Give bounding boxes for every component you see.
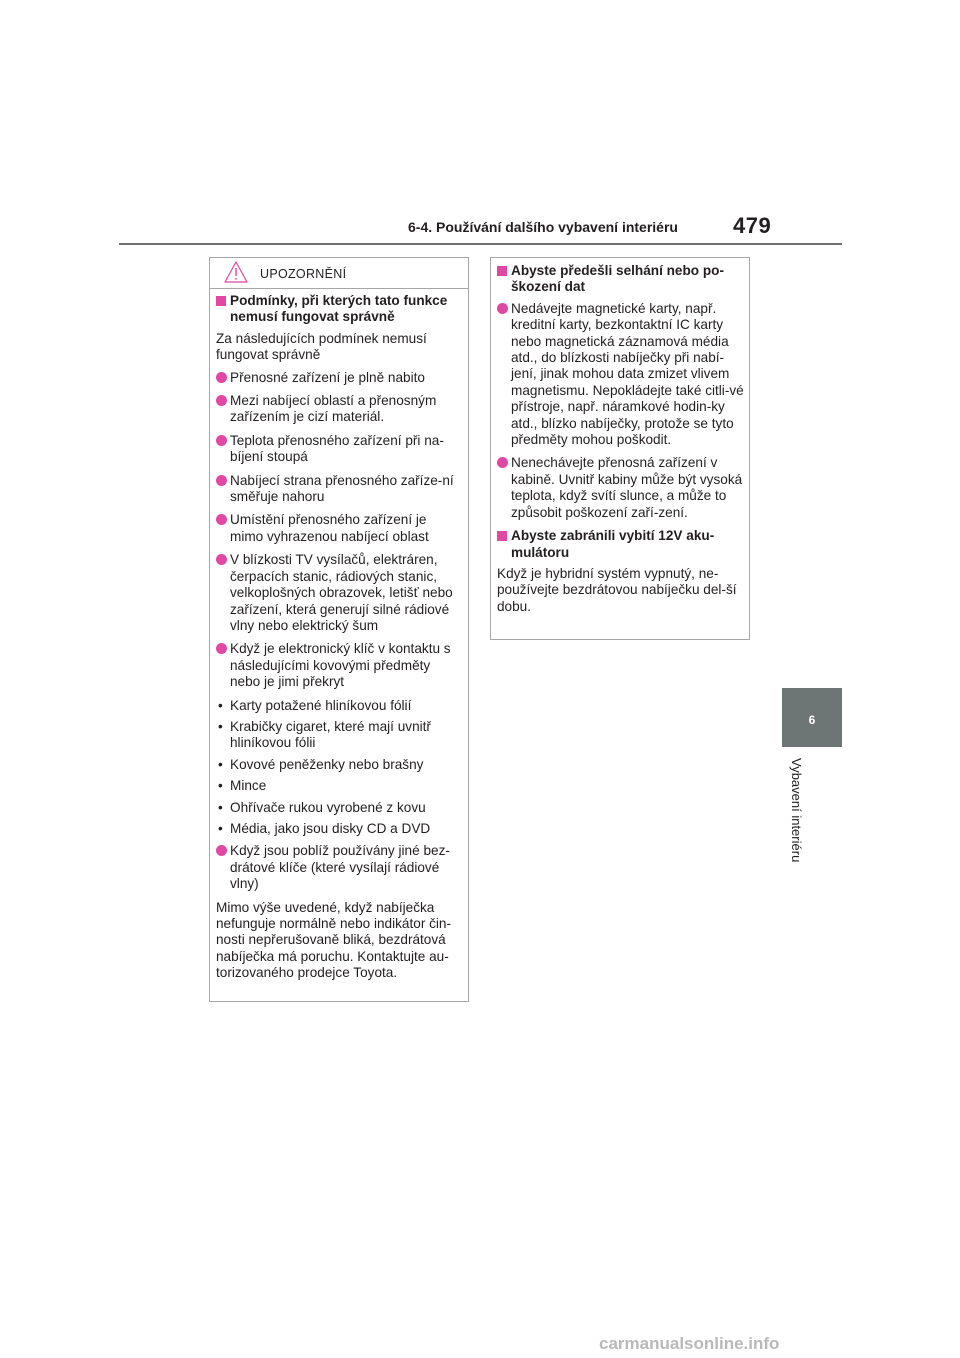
bullet-item	[216, 473, 463, 506]
sub-item	[216, 698, 463, 714]
bullet-dot-icon	[216, 514, 227, 525]
section-square-icon	[497, 266, 507, 276]
page-header-title: 6-4. Používání dalšího vybavení interiéru	[408, 219, 678, 235]
bullet-item	[216, 552, 463, 634]
section-paragraph: Když je hybridní systém vypnutý, ne-používejte bezdrátovou nabíječku del-ší dobu.	[497, 565, 737, 614]
bullet-text: Nedávejte magnetické karty, např. kreditní karty, bezkontaktní IC karty nebo magnetická záznamová média atd., do blízkosti nabíječky při nabí-jení, jinak mohou data zmizet vlivem magnetismu. Nepokládejte také citli-vé přístroje, např. náramkové hodin-ky atd., blízko nabíječky, protože se tyto předměty mohou poškodit.	[511, 300, 744, 448]
sub-item-text: Karty potažené hliníkovou fólií	[230, 697, 412, 713]
page-number: 479	[733, 213, 772, 238]
watermark: carmanualsonline.info	[599, 1334, 780, 1353]
section-heading	[497, 263, 744, 296]
bullet-dot-icon	[216, 643, 227, 654]
section-heading-text: Abyste předešli selhání nebo po-škození dat	[511, 263, 725, 295]
sub-item	[216, 778, 463, 794]
bullet-dot-icon	[216, 845, 227, 856]
sub-bullet-mark: •	[218, 697, 223, 713]
bullet-item	[216, 370, 463, 386]
bullet-item	[216, 512, 463, 545]
bullet-item	[497, 455, 744, 521]
chapter-label: Vybavení interiéru	[789, 758, 804, 863]
bullet-text: Umístění přenosného zařízení je mimo vyhrazenou nabíjecí oblast	[230, 512, 429, 544]
bullet-dot-icon	[497, 303, 508, 314]
bullet-item	[216, 641, 463, 690]
section-heading	[216, 293, 463, 326]
section-square-icon	[216, 296, 226, 306]
sub-bullet-mark: •	[218, 718, 223, 734]
section-heading-text: Abyste zabránili vybití 12V aku-mulátoru	[511, 528, 715, 560]
bullet-text: Přenosné zařízení je plně nabito	[230, 369, 425, 385]
sub-item	[216, 757, 463, 773]
bullet-item	[497, 301, 744, 449]
bullet-text: Teplota přenosného zařízení při na-bíjení stoupá	[230, 432, 444, 465]
bullet-dot-icon	[216, 395, 227, 406]
bullet-text: V blízkosti TV vysílačů, elektráren, čerpacích stanic, rádiových stanic, velkoplošných obrazovek, letišť nebo zařízení, která generují silné rádiové vlny nebo elektrický šum	[230, 552, 453, 633]
header-rule	[119, 243, 842, 245]
sub-bullet-mark: •	[218, 756, 223, 772]
sub-item	[216, 821, 463, 837]
warning-header	[210, 258, 468, 289]
sub-bullet-mark: •	[218, 778, 223, 794]
info-box	[490, 257, 750, 640]
sub-bullet-mark: •	[218, 820, 223, 836]
bullet-item	[216, 393, 463, 426]
sub-item-text: Kovové peněženky nebo brašny	[230, 756, 424, 772]
section-heading	[497, 528, 744, 561]
bullet-text: Mezi nabíjecí oblastí a přenosným zařízením je cizí materiál.	[230, 393, 437, 425]
closing-paragraph: Mimo výše uvedené, když nabíječka nefunguje normálně nebo indikátor čin-nosti nepřerušovaně bliká, bezdrátová nabíječka má poruchu. Kontaktujte au-torizovaného prodejce Toyota.	[216, 899, 452, 981]
bullet-item	[216, 843, 463, 892]
bullet-text: Když je elektronický klíč v kontaktu s následujícími kovovými předměty nebo je jimi překryt	[230, 641, 451, 690]
sub-item	[216, 800, 463, 816]
sub-item-text: Mince	[230, 778, 267, 794]
chapter-tab: 6	[782, 688, 842, 747]
bullet-dot-icon	[216, 435, 227, 446]
sub-item-text: Krabičky cigaret, které mají uvnitř hliníkovou fólii	[230, 718, 431, 751]
bullet-dot-icon	[216, 372, 227, 383]
sub-bullet-mark: •	[218, 799, 223, 815]
bullet-text: Nenechávejte přenosná zařízení v kabině. Uvnitř kabiny může být vysoká teplota, když svítí slunce, a může to způsobit poškození zaří-zení.	[511, 455, 743, 520]
bullet-item	[216, 433, 463, 466]
bullet-dot-icon	[216, 475, 227, 486]
section-heading-text: Podmínky, při kterých tato funkce nemusí fungovat správně	[230, 293, 448, 325]
section-intro: Za následujících podmínek nemusí fungovat správně	[216, 330, 427, 363]
bullet-text: Když jsou poblíž používány jiné bez-drátové klíče (které vysílají rádiové vlny)	[230, 843, 450, 892]
bullet-dot-icon	[216, 554, 227, 565]
warning-box	[209, 257, 469, 1002]
warning-label: UPOZORNĚNÍ	[260, 267, 347, 281]
sub-item-text: Ohřívače rukou vyrobené z kovu	[230, 799, 426, 815]
bullet-dot-icon	[497, 457, 508, 468]
warning-triangle-icon	[224, 261, 248, 283]
section-square-icon	[497, 531, 507, 541]
sub-item-text: Média, jako jsou disky CD a DVD	[230, 820, 431, 836]
bullet-text: Nabíjecí strana přenosného zaříze-ní směřuje nahoru	[230, 472, 454, 505]
sub-item	[216, 719, 463, 752]
